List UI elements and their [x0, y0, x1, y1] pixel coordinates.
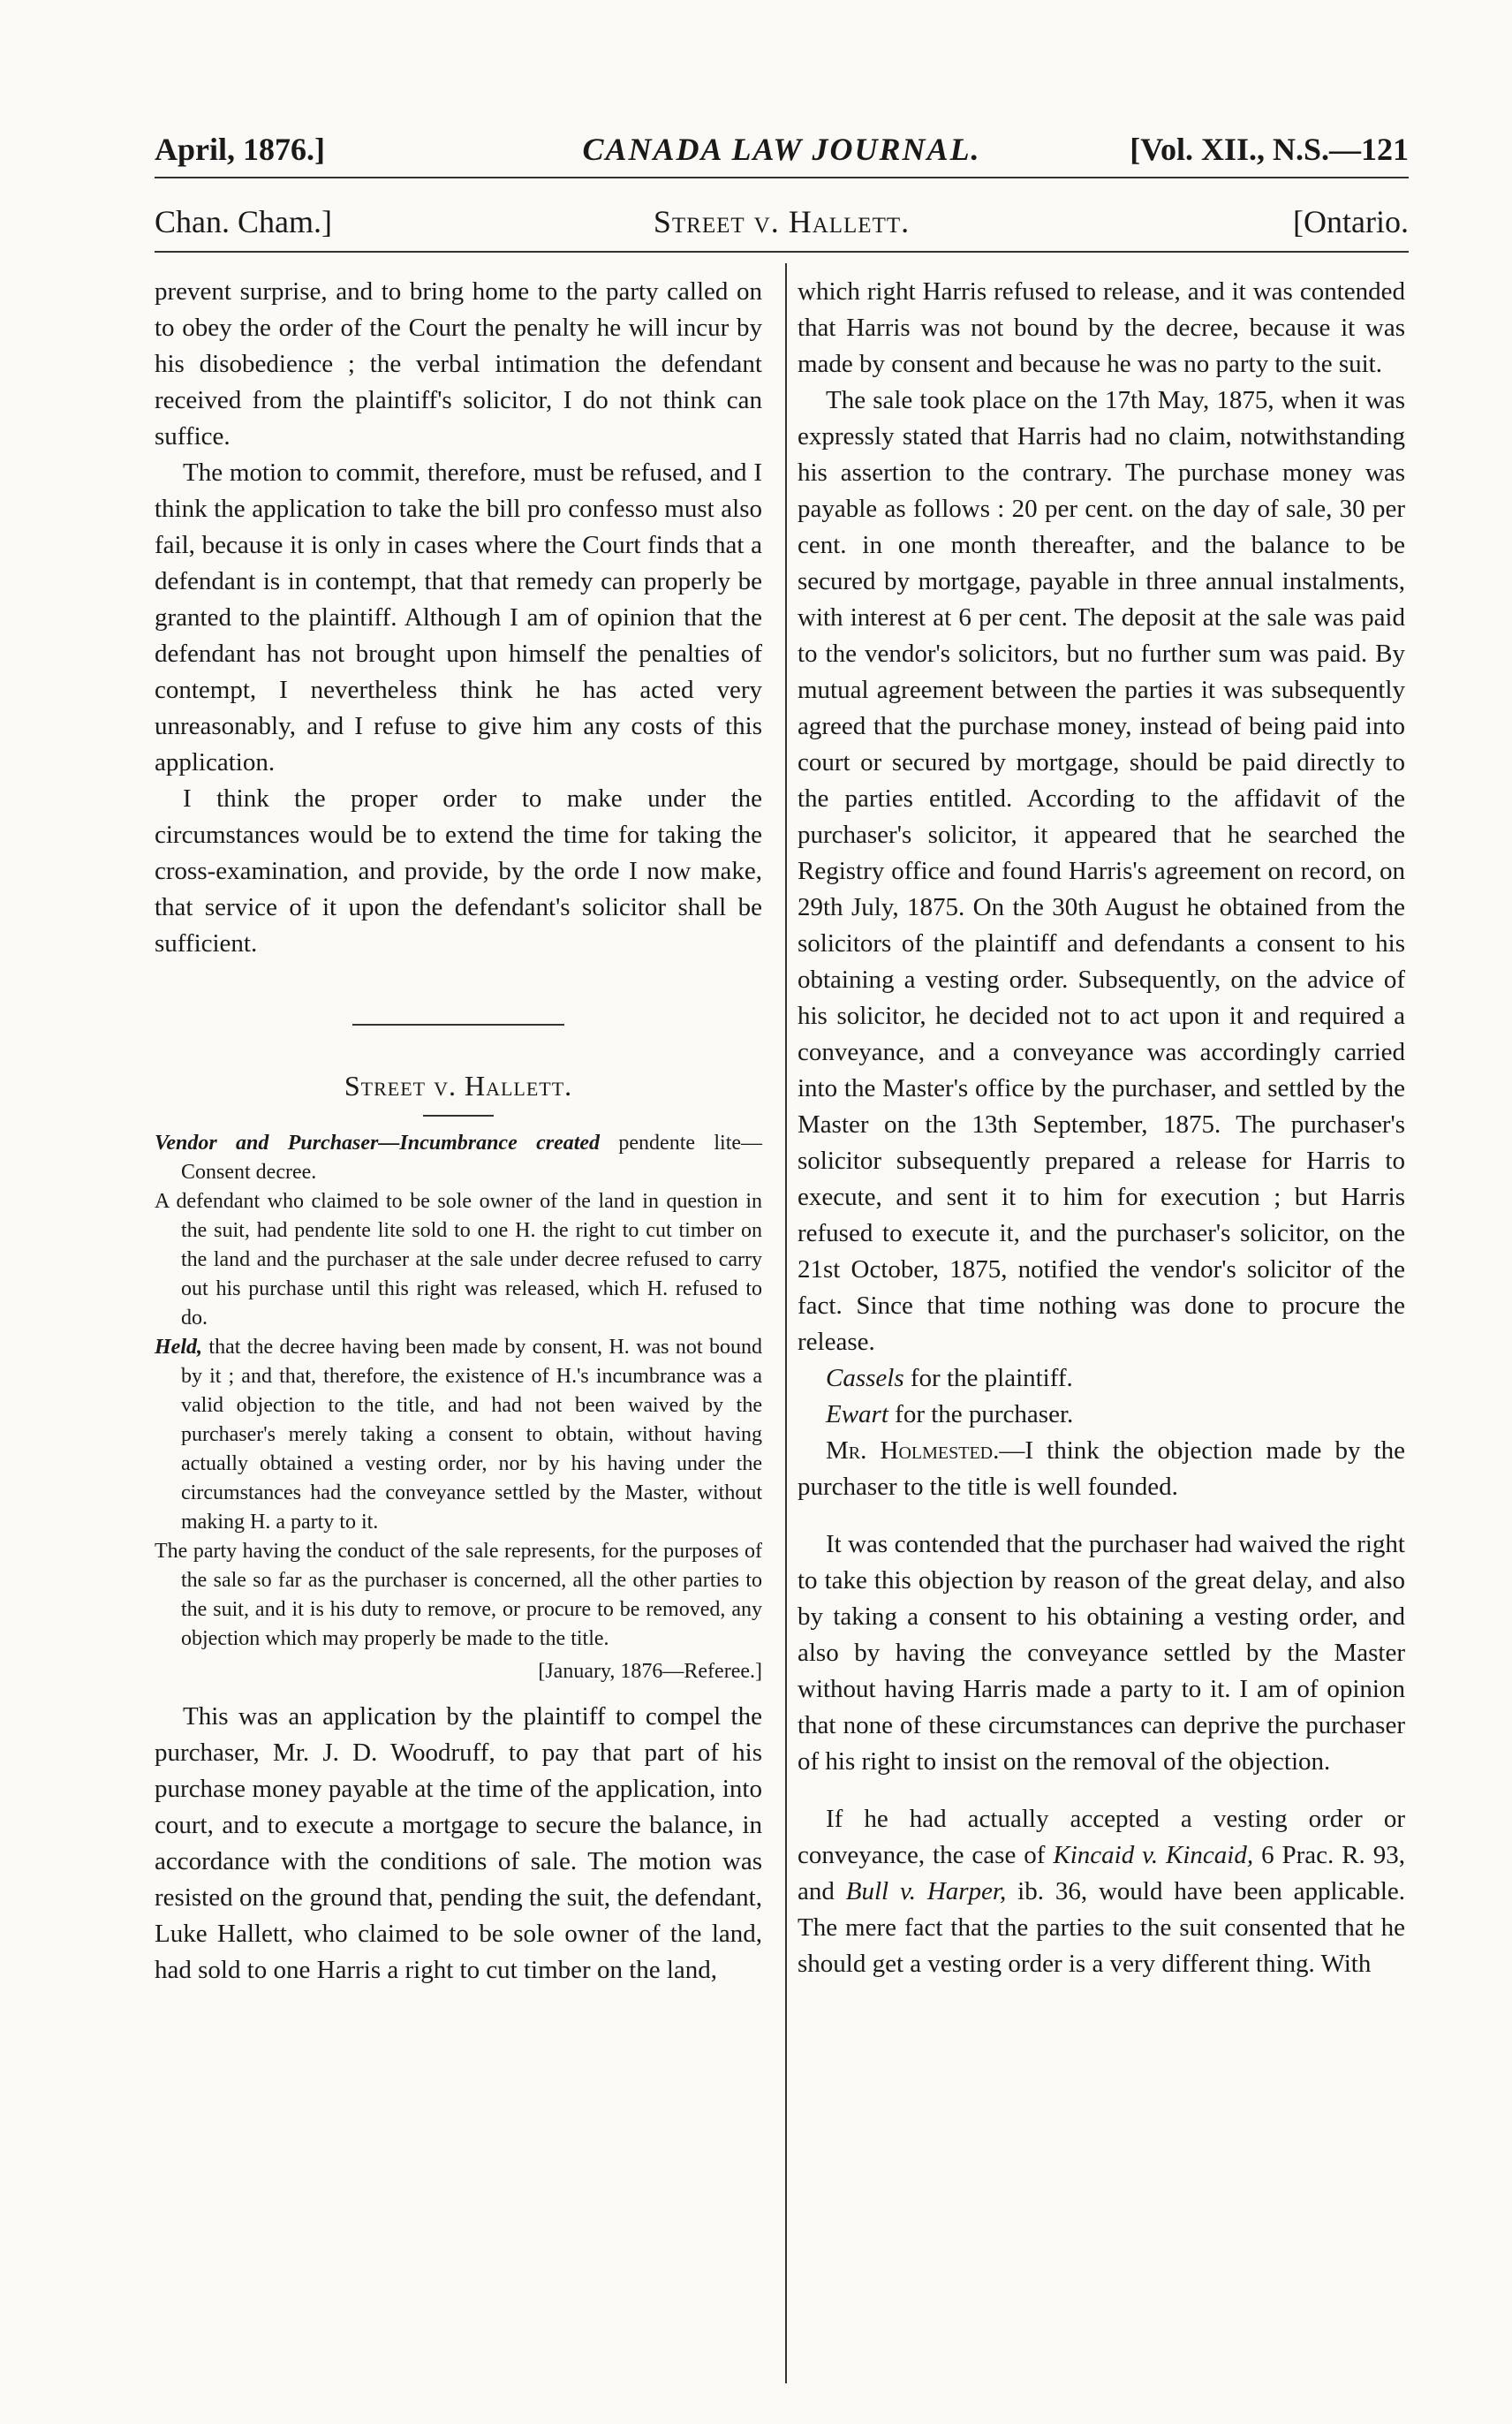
- headnote-topic-rest: pendente lite—Consent decree.: [181, 1132, 763, 1184]
- judgment-opening: [798, 1433, 1405, 1505]
- paragraph: prevent surprise, and to bring home to the party called on to obey the order of the Court the penalty he will incur by his disobedience ; the verbal intimation the defendant received from the plaintiff's solicitor, I do not think can suffice.: [155, 277, 762, 451]
- column-divider: [785, 263, 787, 2383]
- header-date: April, 1876.]: [155, 132, 325, 167]
- paragraph: [798, 1801, 1405, 1982]
- header-province: [Ontario.: [1293, 204, 1409, 239]
- counsel-plaintiff: [798, 1360, 1405, 1397]
- section-separator: [352, 1024, 564, 1026]
- judgment-text: —I think the objection made by the purchaser to the title is well founded.: [798, 1436, 1406, 1501]
- headnote-topic-italic: Vendor and Purchaser—Incumbrance created: [155, 1132, 601, 1155]
- running-header: [155, 131, 1409, 170]
- right-column: [798, 274, 1405, 1982]
- counsel-purchaser: [798, 1397, 1405, 1433]
- counsel-role: for the purchaser.: [895, 1400, 1074, 1428]
- judgment-text: ib. 36, would have been applicable. The mere fact that the parties to the suit consented that he should get a vesting order is a very different thing. With: [798, 1877, 1406, 1978]
- header-rule: [155, 177, 1409, 178]
- case-title: Street v. Hallett.: [344, 1070, 573, 1102]
- case-citation: Kincaid v. Kincaid,: [1053, 1841, 1254, 1869]
- held-label: Held,: [155, 1336, 202, 1359]
- subheader-rule: [155, 251, 1409, 253]
- counsel-name: Cassels: [826, 1364, 904, 1392]
- title-rule: [423, 1115, 494, 1117]
- header-court: Chan. Cham.]: [155, 204, 332, 239]
- paragraph: which right Harris refused to release, and it was contended that Harris was not bound by the decree, because it was made by consent and because he was no party to the suit.: [798, 277, 1405, 378]
- headnote: [155, 1129, 762, 1686]
- headnote-held: [155, 1333, 762, 1537]
- headnote-topic: [155, 1129, 762, 1187]
- counsel-name: Ewart: [826, 1400, 888, 1428]
- judgment-text: 6 Prac. R. 93, and: [798, 1841, 1405, 1905]
- judgment-text: If he had actually accepted a vesting order or conveyance, the case of: [798, 1805, 1405, 1869]
- case-citation: Bull v. Harper,: [845, 1877, 1007, 1905]
- headnote-citation: [January, 1876—Referee.]: [538, 1660, 762, 1683]
- headnote-point: The party having the conduct of the sale represents, for the purposes of the sale so far as the purchaser is concerned, all the other parties to the suit, and it is his duty to remove, or procure to be removed, any objection which may properly be made to the title.: [155, 1540, 762, 1650]
- counsel-role: for the plaintiff.: [910, 1364, 1073, 1392]
- header-case-name: Street v. Hallett.: [653, 204, 911, 239]
- paragraph: It was contended that the purchaser had waived the right to take this objection by reason of the great delay, and also by taking a consent to his obtaining a vesting order, and also by having the conveyance settled by the Master without having Harris made a party to it. I am of opinion that none of these circumstances can deprive the purchaser of his right to insist on the removal of the objection.: [798, 1530, 1405, 1776]
- headnote-held-text: that the decree having been made by consent, H. was not bound by it ; and that, therefore, the existence of H.'s incumbrance was a valid objection to the title, and had not been waived by the purchaser's merely taking a consent to obtain, without having actually obtained a vesting order, nor by his having under the circumstances had the conveyance settled by the Master, without making H. a party to it.: [181, 1336, 762, 1534]
- paragraph: I think the proper order to make under the circumstances would be to extend the time for taking the cross-examination, and provide, by the orde I now make, that service of it upon the defendant's solicitor shall be sufficient.: [155, 784, 762, 958]
- case-header: [155, 203, 1409, 242]
- judge-name: Mr. Holmested.: [826, 1436, 1000, 1465]
- headnote-point: A defendant who claimed to be sole owner of the land in question in the suit, had pendente lite sold to one H. the right to cut timber on the land and the purchaser at the sale under decree refused to carry out his purchase until this right was released, which H. refused to do.: [155, 1190, 762, 1329]
- paragraph: The sale took place on the 17th May, 1875, when it was expressly stated that Harris had no claim, notwithstanding his assertion to the contrary. The purchase money was payable as follows : 20 per cent. on the day of sale, 30 per cent. in one month thereafter, and the balance to be secured by mortgage, payable in three annual instalments, with interest at 6 per cent. The deposit at the sale was paid to the vendor's solicitors, but no further sum was paid. By mutual agreement between the parties it was subsequently agreed that the purchase money, instead of being paid into court or secured by mortgage, should be paid directly to the parties entitled. According to the affidavit of the purchaser's solicitor, it appeared that he searched the Registry office and found Harris's agreement on record, on 29th July, 1875. On the 30th August he obtained from the solicitors of the plaintiff and defendants a consent to his obtaining a vesting order. Subsequently, on the advice of his solicitor, he decided not to act upon it and required a conveyance, and a conveyance was accordingly carried into the Master's office by the purchaser, and settled by the Master on the 13th September, 1875. The purchaser's solicitor subsequently prepared a release for Harris to execute, and sent it to him for execution ; but Harris refused to execute it, and the purchaser's solicitor, on the 21st October, 1875, notified the vendor's solicitor of the fact. Since that time nothing was done to procure the release.: [798, 386, 1405, 1356]
- header-journal-title: CANADA LAW JOURNAL.: [582, 132, 981, 167]
- header-volume: [Vol. XII., N.S.—121: [1130, 132, 1409, 167]
- paragraph: This was an application by the plaintiff to compel the purchaser, Mr. J. D. Woodruff, to pay that part of his purchase money payable at the time of the application, into court, and to execute a mortgage to secure the balance, in accordance with the conditions of sale. The motion was resisted on the ground that, pending the suit, the defendant, Luke Hallett, who claimed to be sole owner of the land, had sold to one Harris a right to cut timber on the land,: [155, 1702, 762, 1984]
- paragraph: The motion to commit, therefore, must be refused, and I think the application to take the bill pro confesso must also fail, because it is only in cases where the Court finds that a defendant is in contempt, that that remedy can properly be granted to the plaintiff. Although I am of opinion that the defendant has not brought upon himself the penalties of contempt, I nevertheless think he has acted very unreasonably, and I refuse to give him any costs of this application.: [155, 458, 762, 776]
- left-column: [155, 274, 762, 1988]
